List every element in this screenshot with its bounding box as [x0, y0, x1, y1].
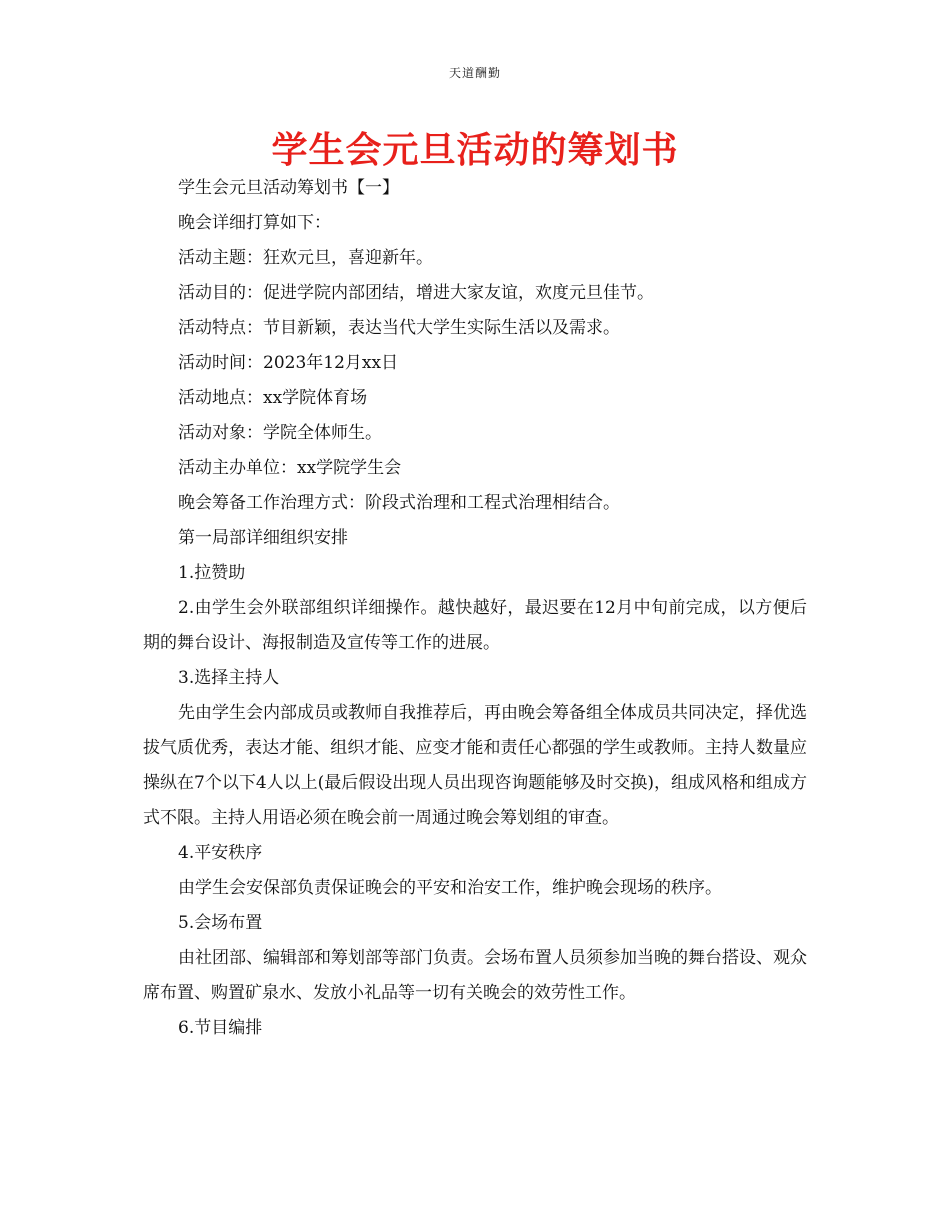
paragraph: 1.拉赞助 — [178, 563, 246, 583]
paragraph: 5.会场布置 — [178, 913, 263, 933]
paragraph: 活动特点：节目新颖，表达当代大学生实际生活以及需求。 — [178, 318, 620, 338]
paragraph: 活动主办单位：xx学院学生会 — [178, 458, 402, 478]
paragraph: 活动目的：促进学院内部团结，增进大家友谊，欢度元旦佳节。 — [178, 283, 654, 303]
paragraph: 活动地点：xx学院体育场 — [178, 388, 368, 408]
page-header: 天道酬勤 — [448, 66, 501, 80]
paragraph: 先由学生会内部成员或教师自我推荐后，再由晚会筹备组全体成员共同决定，择优选拔气质优秀，表达才能、组织才能、应变才能和责任心都强的学生或教师。主持人数量应操纵在7个以下4人以上(最后假设出现人员出现咨询题能够及时交换)，组成风格和组成方式不限。主持人用语必须在晚会前一周通过晚会筹划组的审查。 — [143, 703, 807, 828]
paragraph: 由学生会安保部负责保证晚会的平安和治安工作，维护晚会现场的秩序。 — [178, 878, 722, 898]
paragraph: 晚会筹备工作治理方式：阶段式治理和工程式治理相结合。 — [178, 493, 620, 513]
document-body — [143, 171, 807, 1046]
paragraph: 学生会元旦活动筹划书【一】 — [178, 178, 399, 198]
paragraph: 晚会详细打算如下： — [178, 213, 331, 233]
paragraph: 3.选择主持人 — [178, 668, 280, 688]
paragraph: 第一局部详细组织安排 — [178, 528, 348, 548]
paragraph: 6.节目编排 — [178, 1018, 263, 1038]
paragraph: 由社团部、编辑部和筹划部等部门负责。会场布置人员须参加当晚的舞台搭设、观众席布置、购置矿泉水、发放小礼品等一切有关晚会的效劳性工作。 — [143, 948, 807, 1003]
paragraph: 2.由学生会外联部组织详细操作。越快越好，最迟要在12月中旬前完成，以方便后期的舞台设计、海报制造及宣传等工作的进展。 — [143, 598, 807, 653]
paragraph: 活动时间：2023年12月xx日 — [178, 353, 399, 373]
paragraph: 活动主题：狂欢元旦，喜迎新年。 — [178, 248, 433, 268]
paragraph: 4.平安秩序 — [178, 843, 263, 863]
document-title: 学生会元旦活动的筹划书 — [271, 130, 679, 171]
paragraph: 活动对象：学院全体师生。 — [178, 423, 382, 443]
